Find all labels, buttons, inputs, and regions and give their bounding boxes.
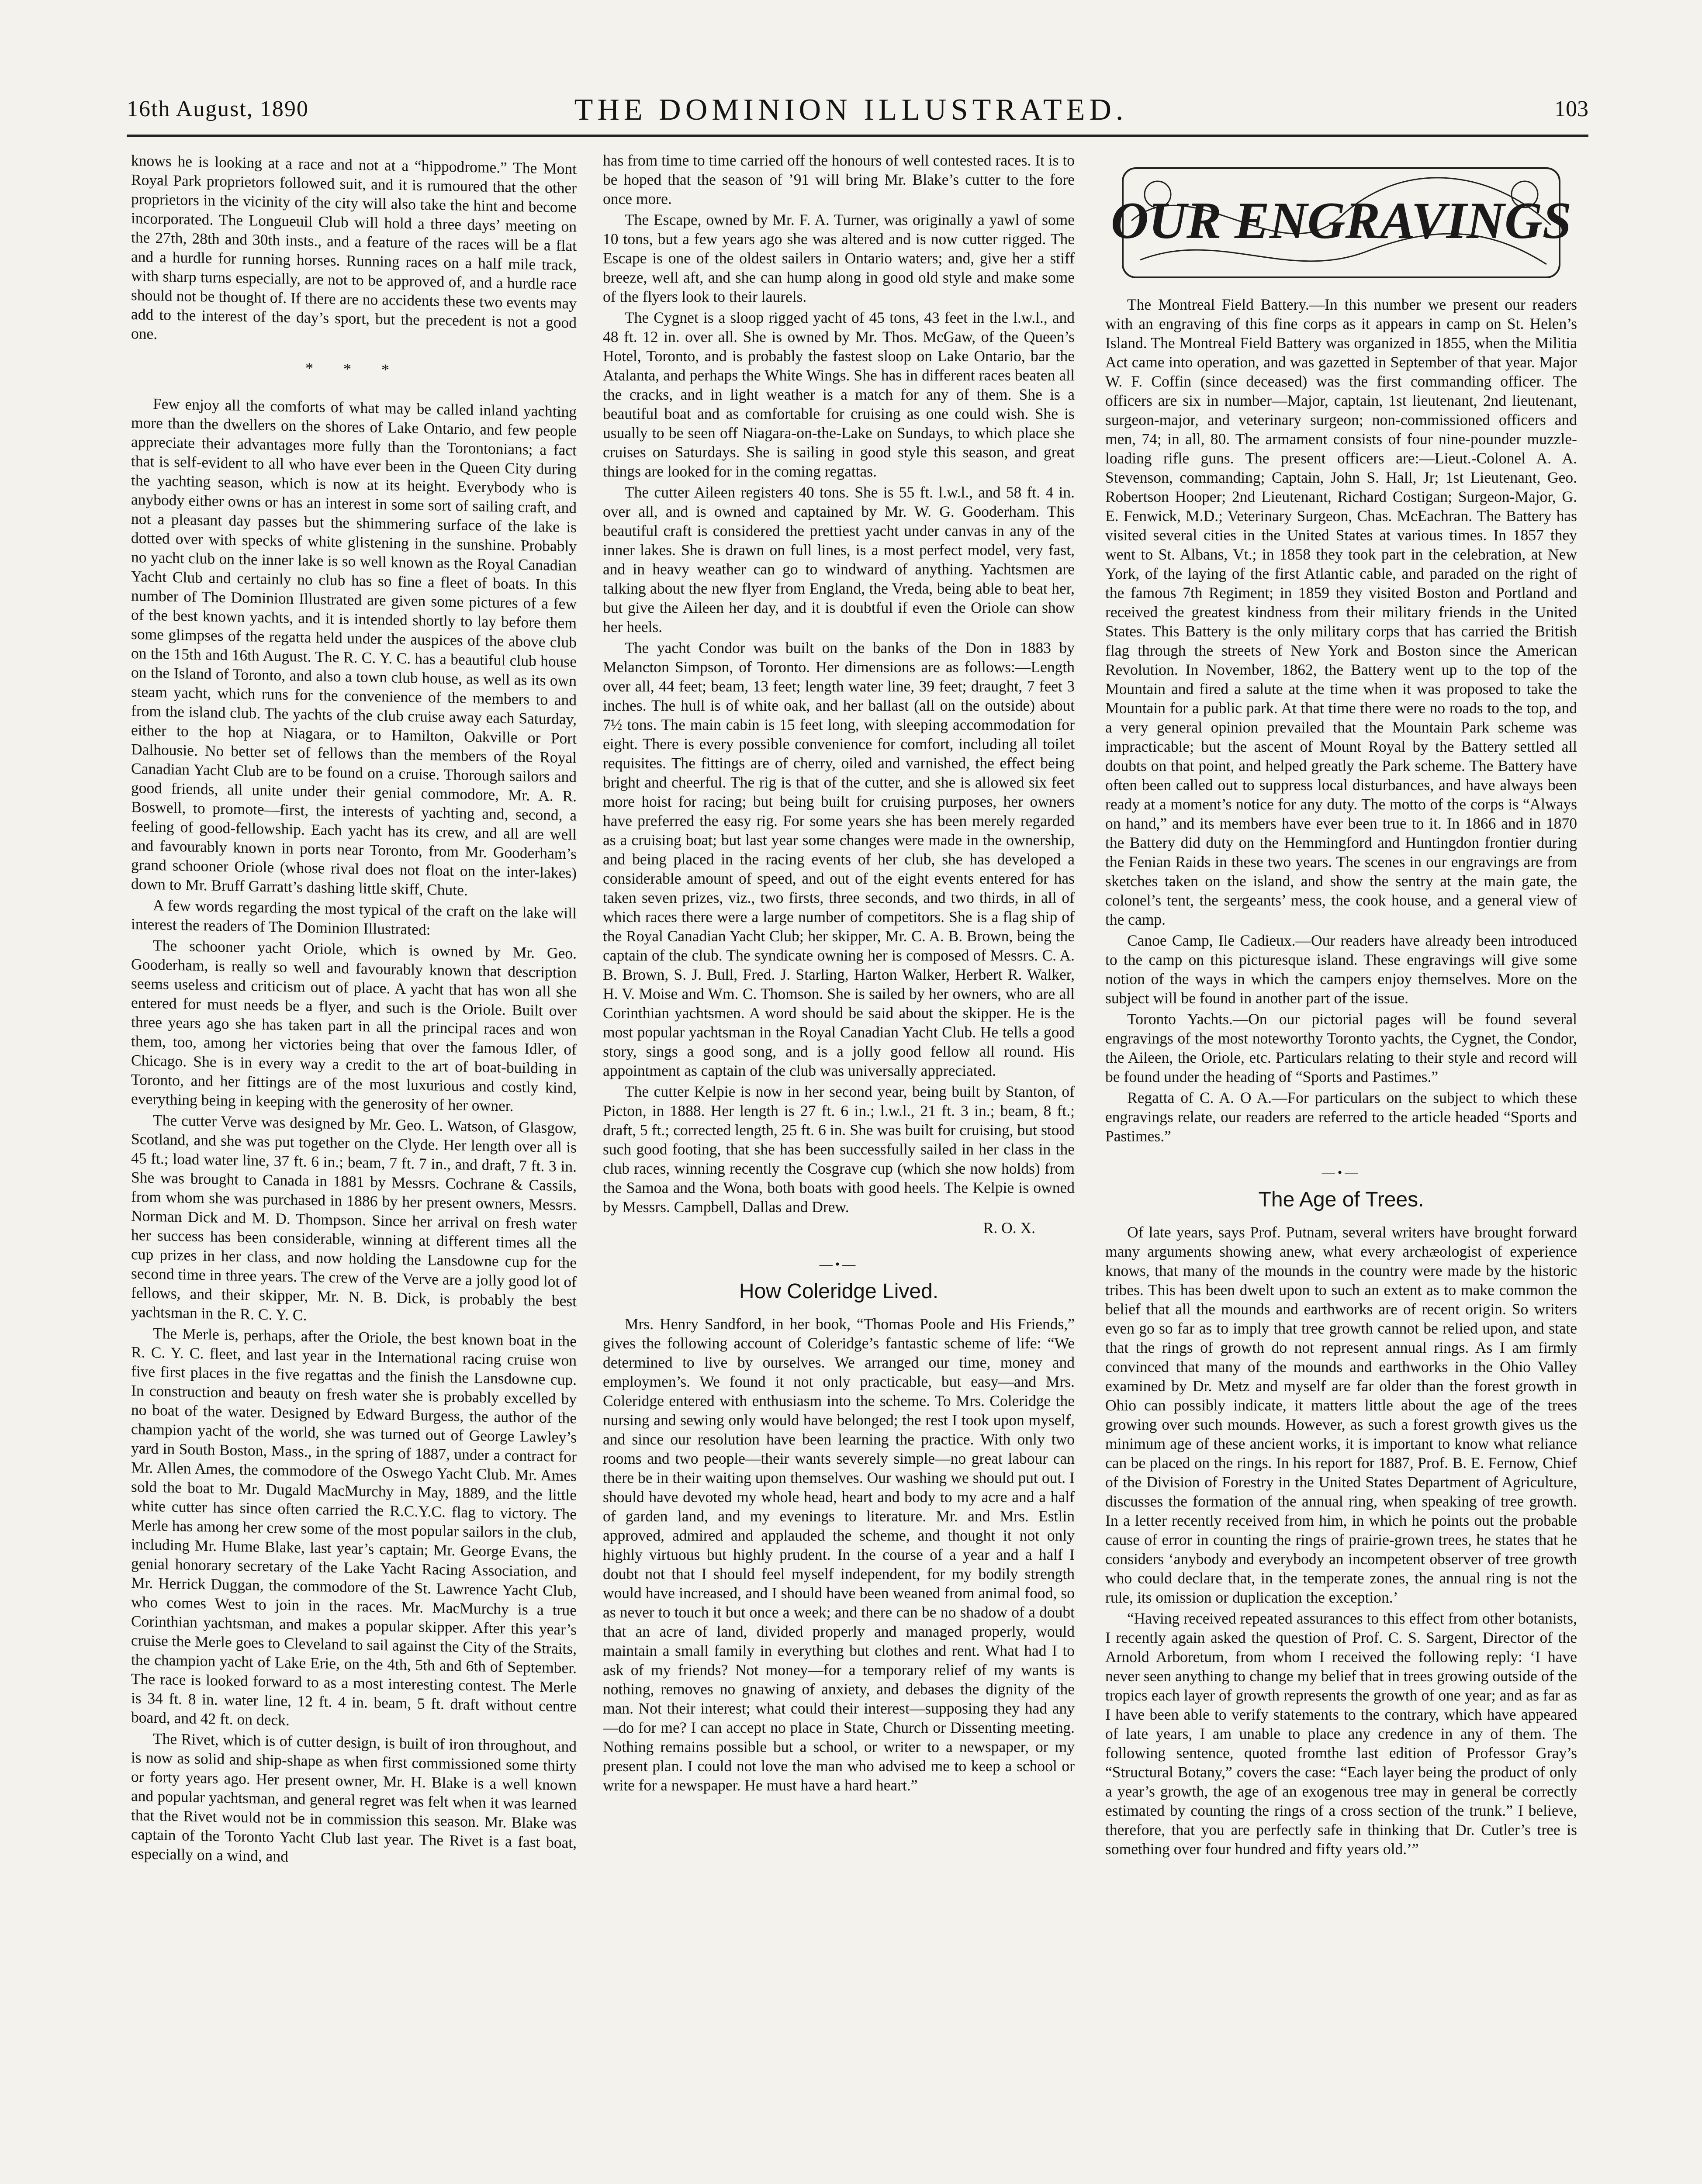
col3-paragraph: Of late years, says Prof. Putnam, several writers have brought forward many arguments showing anew, what every archæologist of experience knows, that many of the mounds in the country were made by the historic tribes. This has been dwelt upon to such an extent as to make common the belief that all the mounds and earthworks are of recent origin. So writers even go so far as to imply that tree growth cannot be relied upon, and state that the rings of growth do not represent annual rings. As I am firmly convinced that many of the mounds and earthworks in the Ohio Valley examined by Dr. Metz and myself are far older than the forest growth in Ohio can possibly indicate, it matters little about the age of the trees growing over such mounds. However, as such a forest growth gives us the minimum age of these ancient works, it is important to know what reliance can be placed on the rings. In his report for 1887, Prof. B. E. Fernow, Chief of the Division of Forestry in the United States Department of Agriculture, discusses the formation of the annual ring, when speaking of tree growth. In a letter recently received from him, in which he points out the probable cause of error in counting the rings of prairie-grown trees, he states that he considers ‘anybody and everybody an incompetent observer of tree growth who could declare that, in the temperate zones, the annual ring is not the rule, its omission or duplication the exception.’ (1105, 1223, 1577, 1606)
page-number: 103 (1554, 97, 1588, 121)
publication-title: THE DOMINION ILLUSTRATED. (574, 93, 1128, 127)
header-rule (127, 135, 1588, 137)
col1-paragraph: The Rivet, which is of cutter design, is built of iron throughout, and is now as solid and ship-shape as when first commissioned some thirty or forty years ago. Her present owner, Mr. H. Blake is a well known and popular yachtsman, and general regret was felt when it was learned that the Rivet would not be in commission this season. Mr. Blake was captain of the Toronto Yacht Club last year. The Rivet is a fast boat, especially on a wind, and (131, 1729, 577, 1865)
col2-paragraph: The Escape, owned by Mr. F. A. Turner, was originally a yawl of some 10 tons, but a few years ago she was altered and is now cutter rigged. The Escape is one of the oldest sailers in Ontario waters; and, give her a stiff breeze, well aft, and she can hump along in good old style and make some of the flyers look to their laurels. (603, 211, 1075, 305)
col3-paragraph: Toronto Yachts.—On our pictorial pages will be found several engravings of the most noteworthy Toronto yachts, the Cygnet, the Condor, the Aileen, the Oriole, etc. Particulars relating to their style and record will be found under the heading of “Sports and Pastimes.” (1105, 1010, 1577, 1085)
column-1 (131, 151, 577, 2184)
col2-paragraph: has from time to time carried off the honours of well contested races. It is to be hoped that the season of ’91 will bring Mr. Blake’s cutter to the fore once more. (603, 152, 1075, 207)
column-3 (1105, 151, 1577, 2184)
section-ornament: —•— (819, 1257, 858, 1272)
col1-paragraph: Few enjoy all the comforts of what may be called inland yachting more than the dwellers on the shores of Lake Ontario, and few people appreciate their advantages more fully than the Torontonians; a fact that is self-evident to all who have ever been in the Queen City during the yachting season, which is now at its height. Everybody who is anybody either owns or has an interest in some sort of sailing craft, and not a pleasant day passes but the shimmering surface of the lake is dotted over with specks of white glistening in the sunshine. Probably no yacht club on the inner lake is so well known as the Royal Canadian Yacht Club and certainly no club has so fine a fleet of boats. In this number of The Dominion Illustrated are given some pictures of a few of the best known yachts, and it is intended shortly to lay before them some glimpses of the regatta held under the auspices of the above club on the 15th and 16th August. The R. C. Y. C. has a beautiful club house on the Island of Toronto, and also a town club house, as well as its own steam yacht, which runs for the convenience of the members to and from the island club. The yachts of the club cruise away each Saturday, either to the hop at Niagara, or to Hamilton, Oakville or Port Dalhousie. No better set of fellows than the members of the Royal Canadian Yacht Club are to be found on a cruise. Thorough sailors and good friends, all unite under their genial commodore, Mr. A. R. Boswell, to promote—first, the interests of yachting and, second, a feeling of good-fellowship. Each yacht has its crew, and all are well and favourably known in ports near Toronto, from Mr. Gooderham’s grand schooner Oriole (whose rival does not float on the inter-lakes) down to Mr. Bruff Garratt’s dashing little skiff, Chute. (131, 394, 577, 899)
article-heading-age-of-trees: The Age of Trees. (1258, 1188, 1424, 1211)
section-ornament: —•— (1321, 1165, 1361, 1180)
col3-paragraph: Canoe Camp, Ile Cadieux.—Our readers have already been introduced to the camp on this picturesque island. These engravings will give some notion of the ways in which the campers enjoy themselves. More on the subject will be found in another part of the issue. (1105, 932, 1577, 1007)
col3-paragraph: Regatta of C. A. O A.—For particulars on the subject to which these engravings relate, our readers are referred to the article headed “Sports and Pastimes.” (1105, 1089, 1577, 1145)
col2-paragraph: The cutter Kelpie is now in her second year, being built by Stanton, of Picton, in 1888. Her length is 27 ft. 6 in.; l.w.l., 21 ft. 3 in.; beam, 8 ft.; draft, 5 ft.; corrected length, 25 ft. 6 in. She was built for cruising, but stood such good footing, that she has been successfully sailed in her class in the club races, winning recently the Cosgrave cup (which she now holds) from the Samoa and the Wona, both boats with good heels. The Kelpie is owned by Messrs. Campbell, Dallas and Drew. (603, 1083, 1075, 1216)
our-engravings-masthead-icon (1105, 151, 1577, 290)
col3-paragraph: “Having received repeated assurances to this effect from other botanists, I recently again asked the question of Prof. C. S. Sargent, Director of the Arnold Arboretum, from whom I received the following reply: ‘I have never seen anything to change my belief that in trees growing outside of the tropics each layer of growth represents the growth of one year; and as far as I have been able to verify statements to the contrary, which have appeared of late years, I am unable to place any credence in any of them. The following sentence, quoted fromthe last edition of Professor Gray’s “Structural Botany,” covers the case: “Each layer being the product of only a year’s growth, the age of an exogenous tree may in general be correctly estimated by counting the rings of a cross section of the trunk.” I believe, therefore, that you are perfectly safe in thinking that Dr. Cutler’s tree is something over four hundred and fifty years old.’” (1105, 1610, 1577, 1858)
col2-paragraph: The cutter Aileen registers 40 tons. She is 55 ft. l.w.l., and 58 ft. 4 in. over all, and is owned and captained by Mr. W. G. Gooderham. This beautiful craft is considered the prettiest yacht under canvas in any of the inner lakes. She is drawn on full lines, is a most perfect model, very fast, and in heavy weather can go to windward of anything. Yachtsmen are talking about the new flyer from England, the Vreda, being able to beat her, but give the Aileen her day, and it is doubtful if even the Oriole can show her heels. (603, 484, 1075, 636)
col2-paragraph: The yacht Condor was built on the banks of the Don in 1883 by Melancton Simpson, of Toronto. Her dimensions are as follows:—Length over all, 44 feet; beam, 13 feet; length water line, 39 feet; draught, 7 feet 3 inches. The hull is of white oak, and her ballast (all on the outside) about 7½ tons. The main cabin is 15 feet long, with sleeping accommodation for eight. There is every possible convenience for comfort, including all toilet requisites. The fittings are of cherry, oiled and varnished, the effect being bright and cheerful. The rig is that of the cutter, and she is allowed six feet more hoist for racing; but being built for cruising purposes, her owners have preferred the easy rig. For some years she has been merely regarded as a cruising boat; but last year some changes were made in the ownership, and being placed in the racing events of her club, she has developed a considerable amount of speed, and out of the eight events entered for has taken seven prizes, viz., two firsts, three seconds, and two thirds, in all of which races there were a large number of competitors. She is a flag ship of the Royal Canadian Yacht Club; her skipper, Mr. C. A. B. Brown, being the captain of the club. The syndicate owning her is composed of Messrs. C. A. B. Brown, S. J. Bull, Fred. J. Starling, Harton Walker, Herbert R. Walker, H. V. Moise and Wm. C. Thomson. She is sailed by her owners, who are all Corinthian yachtsmen. A word should be said about the skipper. He is the most popular yachtsman in the Royal Canadian Yacht Club. He tells a good story, sings a good song, and is a jolly good fellow all round. His appointment as captain of the club was universally appreciated. (603, 639, 1075, 1079)
column-2 (603, 151, 1075, 2184)
col1-paragraph: The Merle is, perhaps, after the Oriole, the best known boat in the R. C. Y. C. fleet, and last year in the International racing cruise won five first places in the five regattas and the finish the Lansdowne cup. In construction and beauty on fresh water she is probably excelled by no boat of the water. Designed by Edward Burgess, the author of the champion yacht of the world, she was turned out of George Lawley’s yard in South Boston, Mass., in the spring of 1887, under a contract for Mr. Allen Ames, the commodore of the Oswego Yacht Club. Mr. Ames sold the boat to Mr. Dugald MacMurchy in May, 1889, and the little white cutter has since often carried the R.C.Y.C. flag to victory. The Merle has among her crew some of the most popular sailors in the club, including Mr. Hume Blake, last year’s captain; Mr. George Evans, the genial honorary secretary of the Lake Yacht Racing Association, and Mr. Herrick Duggan, the commodore of the St. Lawrence Yacht Club, who comes West to join in the races. Mr. MacMurchy is a true Corinthian yachtsman, and makes a popular skipper. After this year’s cruise the Merle goes to Cleveland to sail against the City of the Straits, the champion yacht of Lake Erie, on the 4th, 5th and 6th of September. The race is looked forward to as a most interesting contest. The Merle is 34 ft. 8 in. water line, 12 ft. 4 in. beam, 5 ft. draft without centre board, and 42 ft. on deck. (131, 1324, 577, 1729)
col1-paragraph: A few words regarding the most typical of the craft on the lake will interest the readers of The Dominion Illustrated: (131, 896, 577, 939)
section-separator: * * * (305, 359, 402, 379)
col2-paragraph: The Cygnet is a sloop rigged yacht of 45 tons, 43 feet in the l.w.l., and 48 ft. 12 in. over all. She is owned by Mr. Thos. McGaw, of the Queen’s Hotel, Toronto, and is probably the fastest sloop on Lake Ontario, bar the Atalanta, and perhaps the White Wings. She has in different races beaten all the cracks, and in light weather is a match for any of them. She is a beautiful boat and as comfortable for cruising as one could wish. She is usually to be seen off Niagara-on-the-Lake on Sundays, to which place she cruises on Saturdays. She is sailing in good style this season, and great things are looked for in the coming regattas. (603, 309, 1075, 480)
col1-paragraph: The schooner yacht Oriole, which is owned by Mr. Geo. Gooderham, is really so well and favourably known that description seems useless and criticism out of place. A yacht that has won all she entered for must needs be a flyer, and such is the Oriole. Built over three years ago she has taken part in all the principal races and won them, too, among her victories being that over the famous Idler, of Chicago. She is in every way a credit to the art of boat-building in Toronto, and her fittings are of the most luxurious and costly kind, everything being in keeping with the generosity of her owner. (131, 936, 577, 1115)
col3-paragraph: The Montreal Field Battery.—In this number we present our readers with an engraving of this fine corps as it appears in camp on St. Helen’s Island. The Montreal Field Battery was organized in 1855, when the Militia Act came into operation, and was gazetted in September of that year. Major W. F. Coffin (since deceased) was the first commanding officer. The officers are six in number—Major, captain, 1st lieutenant, 2nd lieutenant, surgeon-major, and veterinary surgeon; non-commissioned officers and men, 74; in all, 80. The armament consists of four nine-pounder muzzle-loading rifle guns. The present officers are:—Lieut.-Colonel A. A. Stevenson, commanding; Captain, John S. Hall, Jr; 1st Lieutenant, Geo. Robertson Hooper; 2nd Lieutenant, Richard Costigan; Surgeon-Major, G. E. Fenwick, M.D.; Veterinary Surgeon, Chas. McEachran. The Battery has visited several cities in the United States at various times. In 1857 they went to St. Albans, Vt.; in 1858 they took part in the celebration, at New York, of the laying of the first Atlantic cable, and paraded on the right of the famous 7th Regiment; in 1859 they visited Boston and Portland and received the greatest kindness from their military friends in the United States. This Battery is the only military corps that has carried the British flag through the streets of New York and Boston since the American Revolution. In November, 1862, the Battery went up to the top of the Mountain and fired a salute at the time when it was proposed to take the Mountain for a public park. At that time there were no roads to the top, and a very general opinion prevailed that the Mountain Park scheme was impracticable; but the ascent of Mount Royal by the Battery settled all doubts on that point, and helped greatly the Park scheme. The Battery have often been called out to suppress local disturbances, and have always been ready at a moment’s notice for any duty. The motto of the corps is “Always on hand,” and its members have ever been true to it. In 1866 and in 1870 the Battery did duty on the Hemmingford and Huntingdon frontier during the Fenian Raids in these two years. The scenes in our engravings are from sketches taken on the island, and show the sentry at the main gate, the colonel’s tent, the sergeants’ mess, the cook house, and a general view of the camp. (1105, 296, 1577, 928)
masthead-text: OUR ENGRAVINGS (1110, 191, 1572, 249)
col1-paragraph: The cutter Verve was designed by Mr. Geo. L. Watson, of Glasgow, Scotland, and she was put together on the Clyde. Her length over all is 45 ft.; load water line, 37 ft. 6 in.; beam, 7 ft. 7 in., and draft, 7 ft. 3 in. She was brought to Canada in 1881 by Messrs. Cochrane & Cassils, from whom she was purchased in 1886 by her present owners, Messrs. Norman Dick and M. D. Thompson. Since her arrival on fresh water her success has been considerable, winning at different times all the cup prizes in her class, and now holding the Lansdowne cup for the second time in three years. The crew of the Verve are a jolly good lot of fellows, and their skipper, Mr. N. B. Dick, is probably the best yachtsman in the R. C. Y. C. (131, 1111, 577, 1324)
issue-date: 16th August, 1890 (127, 97, 309, 121)
author-signature: R. O. X. (983, 1219, 1035, 1237)
running-head (87, 83, 1615, 144)
article-heading-coleridge: How Coleridge Lived. (739, 1280, 939, 1303)
col1-paragraph: knows he is looking at a race and not at a “hippodrome.” The Mont Royal Park proprietors followed suit, and it is rumoured that the other proprietors in the vicinity of the city will also take the hint and become incorporated. The Longueuil Club will hold a three days’ meeting on the 27th, 28th and 30th insts., and a feature of the races will be a flat and a hurdle for running horses. Running races on a half mile track, with sharp turns especially, are not to be approved of, and a hurdle race should not be thought of. If there are no accidents these two events may add to the interest of the day’s sport, but the precedent is not a good one. (131, 152, 577, 343)
col2-paragraph: Mrs. Henry Sandford, in her book, “Thomas Poole and His Friends,” gives the following account of Coleridge’s fantastic scheme of life: “We determined to live by ourselves. We arranged our time, money and employmen’s. We found it not only practicable, but easy—and Mrs. Coleridge entered with enthusiasm into the scheme. To Mrs. Coleridge the nursing and sewing only would have belonged; the rest I took upon myself, and since our resolution have been learning the practice. With only two rooms and two people—their wants severely simple—no great labour can there be in their waiting upon themselves. Our washing we should put out. I should have devoted my whole head, heart and body to my acre and a half of garden land, and my evenings to literature. Mr. and Mrs. Estlin approved, admired and applauded the scheme, and thought it not only highly virtuous but highly prudent. In the course of a year and a half I doubt not that I should feel myself independent, for my bodily strength would have increased, and I should have been weaned from animal food, so as never to touch it but once a week; and there can be no shadow of a doubt that an acre of land, divided properly and managed properly, would maintain a small family in everything but clothes and rent. What had I to ask of my friends? Not money—for a temporary relief of my wants is nothing, removes no gnawing of anxiety, and debases the dignity of the man. Not their interest; what could their interest—supposing they had any—do for me? I can accept no place in State, Church or Dissenting meeting. Nothing remains possible but a school, or writer to a newspaper, or my present plan. I could not love the man who advised me to keep a school or write for a newspaper. He must have a hard heart.” (603, 1315, 1075, 1794)
